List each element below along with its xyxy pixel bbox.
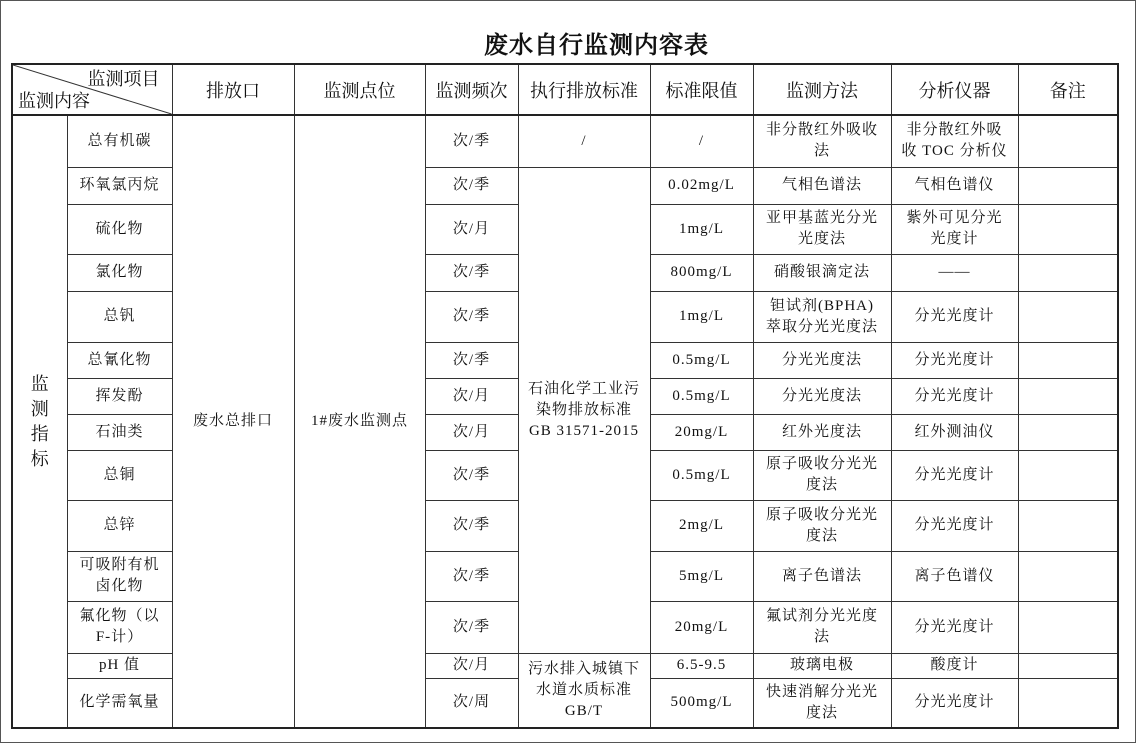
limit-cell: 2mg/L — [650, 500, 753, 551]
table-title: 废水自行监测内容表 — [484, 32, 709, 59]
note-cell — [1018, 414, 1118, 450]
frequency-cell: 次/季 — [425, 601, 518, 653]
method-cell: 氟试剂分光光度法 — [753, 601, 891, 653]
item-cell: 氯化物 — [67, 254, 172, 291]
standard-name: 污水排入城镇下水道水质标准 — [527, 660, 640, 698]
note-cell — [1018, 551, 1118, 601]
header-note: 备注 — [1018, 64, 1118, 115]
item-cell: 总锌 — [67, 500, 172, 551]
note-cell — [1018, 601, 1118, 653]
standard-code: GB/T — [564, 702, 604, 719]
header-row — [12, 64, 1118, 115]
standard-group-cell — [518, 653, 650, 728]
item-cell: pH 值 — [67, 653, 172, 678]
method-cell: 原子吸收分光光度法 — [753, 450, 891, 500]
instrument-cell: 分光光度计 — [891, 450, 1018, 500]
note-cell — [1018, 291, 1118, 342]
method-cell: 离子色谱法 — [753, 551, 891, 601]
header-monitoring-item: 监测项目 — [87, 69, 160, 89]
monitoring-point-cell: 1#废水监测点 — [294, 115, 425, 728]
method-cell: 亚甲基蓝光分光光度法 — [753, 204, 891, 254]
item-cell: 石油类 — [67, 414, 172, 450]
method-cell: 分光光度法 — [753, 342, 891, 378]
frequency-cell: 次/季 — [425, 115, 518, 167]
frequency-cell: 次/季 — [425, 500, 518, 551]
frequency-cell: 次/季 — [425, 342, 518, 378]
header-outlet: 排放口 — [172, 64, 294, 115]
limit-cell: 5mg/L — [650, 551, 753, 601]
instrument-cell: 离子色谱仪 — [891, 551, 1018, 601]
header-limit: 标准限值 — [650, 64, 753, 115]
diagonal-header-cell — [12, 64, 172, 115]
instrument-cell: 分光光度计 — [891, 342, 1018, 378]
category-label: 监测指标 — [30, 373, 49, 469]
instrument-cell: —— — [891, 254, 1018, 291]
item-cell: 硫化物 — [67, 204, 172, 254]
item-cell: 挥发酚 — [67, 378, 172, 414]
method-cell: 红外光度法 — [753, 414, 891, 450]
instrument-cell: 非分散红外吸收 TOC 分析仪 — [891, 115, 1018, 167]
item-cell: 总氰化物 — [67, 342, 172, 378]
frequency-cell: 次/季 — [425, 254, 518, 291]
frequency-cell: 次/月 — [425, 653, 518, 678]
limit-cell: 6.5-9.5 — [650, 653, 753, 678]
note-cell — [1018, 115, 1118, 167]
item-cell: 环氧氯丙烷 — [67, 167, 172, 204]
method-cell: 玻璃电极 — [753, 653, 891, 678]
instrument-cell: 分光光度计 — [891, 291, 1018, 342]
note-cell — [1018, 378, 1118, 414]
item-cell: 总钒 — [67, 291, 172, 342]
category-cell — [12, 115, 67, 728]
note-cell — [1018, 678, 1118, 728]
limit-cell: 20mg/L — [650, 414, 753, 450]
header-monitoring-point: 监测点位 — [294, 64, 425, 115]
header-instrument: 分析仪器 — [891, 64, 1018, 115]
outlet-cell: 废水总排口 — [172, 115, 294, 728]
frequency-cell: 次/季 — [425, 291, 518, 342]
limit-cell: 1mg/L — [650, 204, 753, 254]
limit-cell: 20mg/L — [650, 601, 753, 653]
instrument-cell: 酸度计 — [891, 653, 1018, 678]
note-cell — [1018, 167, 1118, 204]
limit-cell: 500mg/L — [650, 678, 753, 728]
standard-group-cell — [518, 167, 650, 653]
monitoring-table — [11, 63, 1119, 729]
note-cell — [1018, 450, 1118, 500]
method-cell: 钽试剂(BPHA)萃取分光光度法 — [753, 291, 891, 342]
frequency-cell: 次/季 — [425, 450, 518, 500]
limit-cell: / — [650, 115, 753, 167]
header-frequency: 监测频次 — [425, 64, 518, 115]
item-cell: 可吸附有机卤化物 — [67, 551, 172, 601]
header-method: 监测方法 — [753, 64, 891, 115]
header-monitoring-content: 监测内容 — [18, 91, 90, 111]
item-cell: 化学需氧量 — [67, 678, 172, 728]
frequency-cell: 次/季 — [425, 551, 518, 601]
instrument-cell: 分光光度计 — [891, 378, 1018, 414]
limit-cell: 0.5mg/L — [650, 342, 753, 378]
item-cell: 总铜 — [67, 450, 172, 500]
note-cell — [1018, 500, 1118, 551]
frequency-cell: 次/周 — [425, 678, 518, 728]
standard-cell: / — [518, 115, 650, 167]
instrument-cell: 紫外可见分光光度计 — [891, 204, 1018, 254]
limit-cell: 1mg/L — [650, 291, 753, 342]
method-cell: 非分散红外吸收法 — [753, 115, 891, 167]
instrument-cell: 气相色谱仪 — [891, 167, 1018, 204]
limit-cell: 0.5mg/L — [650, 450, 753, 500]
instrument-cell: 分光光度计 — [891, 601, 1018, 653]
item-cell: 总有机碳 — [67, 115, 172, 167]
table-row — [12, 115, 1118, 167]
instrument-cell: 分光光度计 — [891, 500, 1018, 551]
method-cell: 原子吸收分光光度法 — [753, 500, 891, 551]
method-cell: 快速消解分光光度法 — [753, 678, 891, 728]
limit-cell: 800mg/L — [650, 254, 753, 291]
method-cell: 气相色谱法 — [753, 167, 891, 204]
standard-name: 石油化学工业污染物排放标准 — [527, 380, 640, 418]
frequency-cell: 次/月 — [425, 204, 518, 254]
instrument-cell: 分光光度计 — [891, 678, 1018, 728]
note-cell — [1018, 204, 1118, 254]
header-standard: 执行排放标准 — [518, 64, 650, 115]
method-cell: 硝酸银滴定法 — [753, 254, 891, 291]
item-cell: 氟化物（以F-计） — [67, 601, 172, 653]
limit-cell: 0.02mg/L — [650, 167, 753, 204]
instrument-cell: 红外测油仪 — [891, 414, 1018, 450]
frequency-cell: 次/月 — [425, 378, 518, 414]
limit-cell: 0.5mg/L — [650, 378, 753, 414]
note-cell — [1018, 254, 1118, 291]
standard-code: GB 31571-2015 — [528, 422, 640, 439]
frequency-cell: 次/季 — [425, 167, 518, 204]
method-cell: 分光光度法 — [753, 378, 891, 414]
note-cell — [1018, 342, 1118, 378]
frequency-cell: 次/月 — [425, 414, 518, 450]
note-cell — [1018, 653, 1118, 678]
